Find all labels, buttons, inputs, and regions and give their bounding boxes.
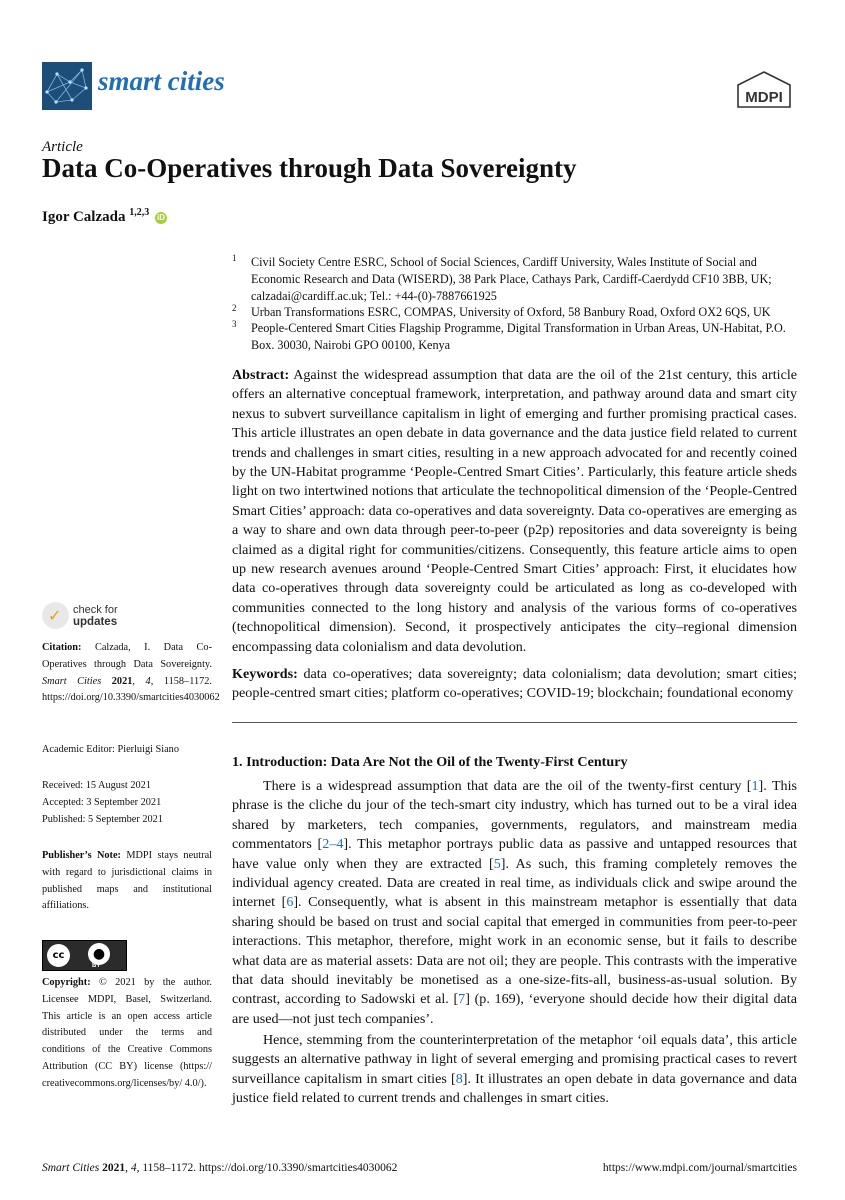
text-run: ]. This phrase is the cliche du jour of the tech-smart city industry, which has turned out to be a viral idea shared by marketers, tech companies, governments, regulators, and mainstream media commentators [ [232,778,797,853]
article-type: Article [42,139,83,155]
affiliation-text: Urban Transformations ESRC, COMPAS, University of Oxford, 58 Banbury Road, Oxford OX2 6QS, UK [251,305,771,319]
journal-logo-icon [42,62,92,110]
affiliation-3 [232,320,802,354]
published-date: Published: 5 September 2021 [42,814,163,825]
attribution-icon: ● [88,943,110,965]
affiliation-1 [232,254,802,306]
text-run: Hence, stemming from the counterinterpretation of the metaphor ‘oil equals data’, this article suggests an alternative pathway in light of several emerging and promising practical cases to revert surveillance capitalism in smart cities [ [232,1032,797,1087]
author-line [42,207,167,226]
footer-journal-url[interactable]: https://www.mdpi.com/journal/smartcities [602,1162,797,1174]
cc-by-label: BY [92,963,101,969]
affiliation-number: 2 [232,303,237,313]
copyright-text: © 2021 by the author. Licensee MDPI, Basel, Switzerland. This article is an open access article distributed under the terms and conditions of the Creative Commons Attribution (CC BY) license (https:// creativecommons.org/licenses/by/ 4.0/). [42,977,212,1089]
citation-link[interactable]: 7 [458,991,466,1008]
paragraph-1 [232,777,797,1029]
text-run: ]. Consequently, what is absent in this mainstream metaphor is essentially that data sharing should be based on trust and social capital that emerged in communities from peer-to-peer interactions. This metaphor, therefore, might work in an economic sense, but it fails to describe what data are as material assets: Data are not oil; they are people. This contrasts with the imperative that data should inevitably be monetised as a one-size-fits-all, business-as-usual solution. By contrast, according to Sadowski et al. [ [232,894,798,1008]
citation-link[interactable]: 6 [286,894,294,911]
text-run: ]. It illustrates an open debate in data governance and data justice field related to current trends and challenges in smart cities. [232,1070,798,1107]
footer-volume: 4 [130,1162,137,1174]
citation-year: 2021 [111,675,133,687]
check-updates-label-bold: updates [73,616,118,628]
abstract-text: Against the widespread assumption that data are the oil of the 21st century, this article offers an alternative conceptual framework, interpretation, and pathway around data and smart city nexus to subvert surveillance capitalism in light of emerging and further promising practical cases. This article illustrates an open debate in data governance and the data justice field related to current trends and challenges in smart cities, resulting in a new approach advocated for and recently coined by the UN-Habitat programme ‘People-Centred Smart Cities’. Particularly, this feature article sheds light on two intertwined notions that articulate the technopolitical dimension of the ‘People-Centred Smart Cities’ approach: data co-operatives and data sovereignty. Data co-operatives are emerging as a way to share and own data through peer-to-peer (p2p) repositories and data sovereignty is being claimed as a digital right for communities/citizens. Consequently, this feature article aims to open up new research avenues around ‘People-Centred Smart Cities’ approach: First, it elucidates how data co-operatives through data sovereignty could be articulated as long as co-developed with communities connected to the long history and analysis of the various forms of co-operatives (technopolitical dimension). Second, it prospectively anticipates the city–regional dimension encompassing data colonialism and data devolution. [232,367,798,655]
footer-doi[interactable]: , 1158–1172. https://doi.org/10.3390/smartcities4030062 [136,1162,398,1174]
footer-citation: Smart Cities 2021, 4, 1158–1172. https://doi.org/10.3390/smartcities4030062 [42,1162,398,1174]
received-date: Received: 15 August 2021 [42,780,151,791]
publisher-note-text: MDPI stays neutral with regard to jurisdictional claims in published maps and institutional affiliations. [42,850,213,912]
citation-block: Citation: Calzada, I. Data Co-Operatives through Data Sovereignty. Smart Cities 2021, 4, 1158–1172. https://doi.org/10.3390/smartcities4030062 [42,642,220,704]
svg-text:MDPI: MDPI [745,89,783,106]
affiliation-text: People-Centered Smart Cities Flagship Programme, Digital Transformation in Urban Areas, UN-Habitat, P.O. Box. 30030, Nairobi GPO 00100, Kenya [251,321,786,353]
accepted-date: Accepted: 3 September 2021 [42,797,162,808]
mdpi-logo-icon[interactable] [736,71,792,109]
paragraph-2 [232,1031,797,1109]
keywords [232,665,797,704]
citation-link[interactable]: 8 [455,1070,463,1087]
author-name[interactable]: Igor Calzada [42,209,126,225]
affiliation-number: 1 [232,253,237,263]
citation-link[interactable]: 2–4 [322,836,344,853]
copyright-block [42,975,212,1093]
text-run: ]. This metaphor portrays public data as passive and untapped resources that have value only when they are extracted [ [232,836,797,872]
cc-icon: cc [47,944,70,967]
article-title: Data Co-Operatives through Data Sovereignty [42,153,577,183]
publisher-note [42,848,212,915]
check-updates-icon: ✓ [42,602,69,629]
academic-editor: Academic Editor: Pierluigi Siano [42,744,179,755]
citation-link[interactable]: 5 [493,855,501,872]
copyright-label: Copyright: [42,977,91,988]
footer-journal: Smart Cities [42,1162,100,1174]
citation-label: Citation: [42,642,82,653]
author-affil-marks: 1,2,3 [129,207,150,218]
orcid-icon[interactable]: iD [156,213,165,222]
section-divider [232,722,797,723]
journal-name[interactable]: smart cities [98,66,225,96]
text-run: ]. As such, this framing completely removes the individual agency created. Data are created in real time, as individuals click and swipe around the internet [ [232,855,797,911]
citation-link[interactable]: 1 [751,778,759,794]
keywords-text: data co-operatives; data sovereignty; data colonialism; data devolution; smart cities; people-centred smart cities; platform co-operatives; COVID-19; blockchain; foundational economy [232,666,797,702]
citation-journal: Smart Cities [42,675,102,687]
footer-year: 2021 [102,1162,126,1174]
check-for-updates-button[interactable] [42,600,132,634]
cc-license-badge[interactable] [42,940,127,971]
abstract-label: Abstract: [232,367,290,383]
abstract [232,366,797,657]
affiliation-2 [232,304,802,321]
publisher-note-label: Publisher’s Note: [42,850,121,861]
citation-volume: 4 [145,675,151,687]
section-heading: 1. Introduction: Data Are Not the Oil of the Twenty-First Century [232,754,628,770]
affiliation-text: Civil Society Centre ESRC, School of Social Sciences, Cardiff University, Wales Institute of Social and Economic Research and Data (WISERD), 38 Park Place, Cathays Park, Cardiff-Caerdydd CF10 3BB, UK; calzadai@cardiff.ac.uk; Tel.: +44-(0)-7887661925 [251,255,772,304]
citation-text: Calzada, I. Data Co-Operatives through Data Sovereignty. [42,642,213,670]
citation-doi[interactable]: 1158–1172. https://doi.org/10.3390/smartcities4030062 [42,675,220,704]
check-updates-label: check for [73,604,118,616]
keywords-label: Keywords: [232,666,298,682]
text-run: There is a widespread assumption that data are the oil of the twenty-first century [ [263,778,752,794]
affiliation-number: 3 [232,319,237,329]
text-run: ] (p. 169), ‘everyone should decide how their digital data are used—not just tech companies’. [232,991,797,1027]
